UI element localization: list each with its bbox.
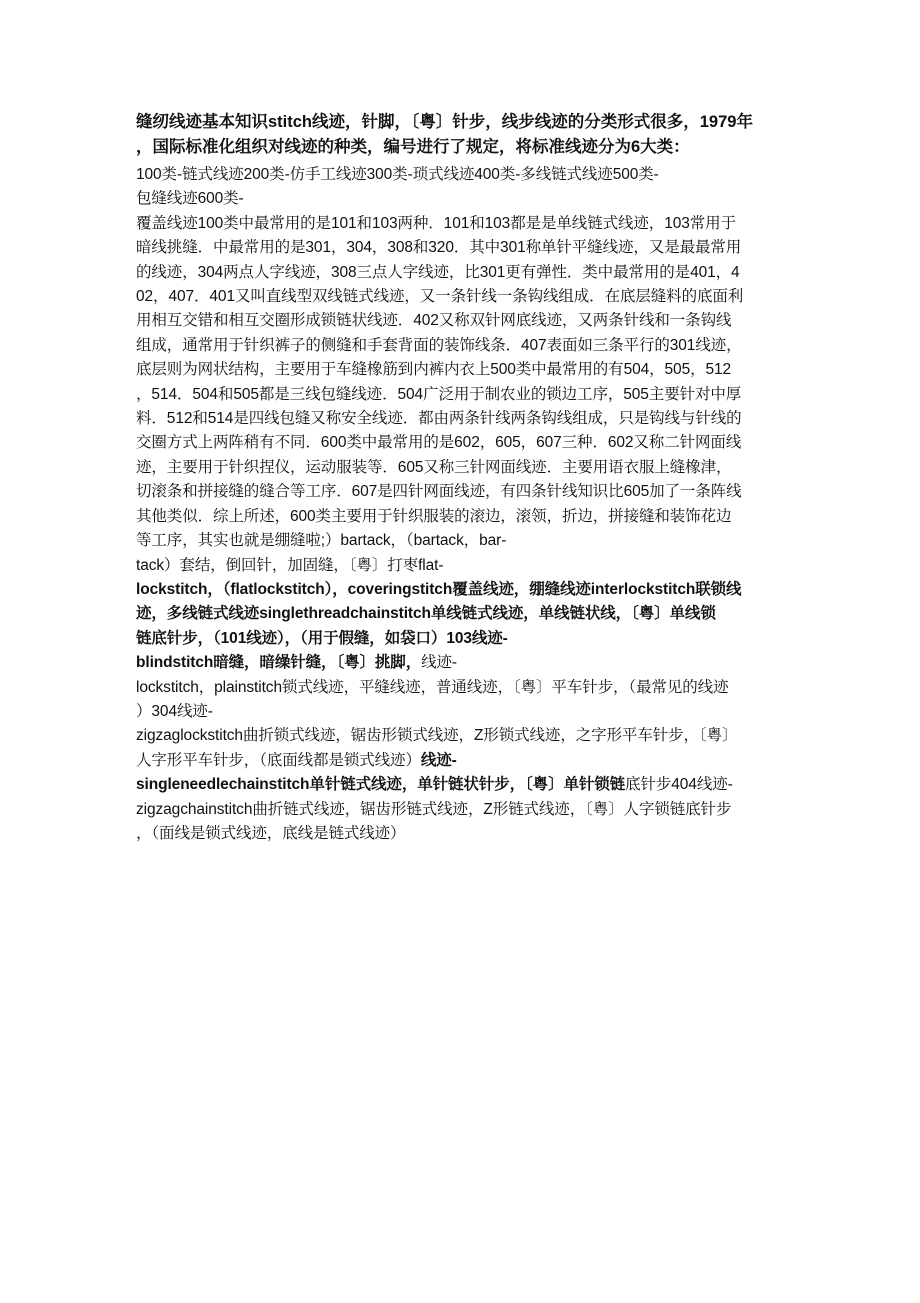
- body-line: 交圈方式上两阵稍有不同．600类中最常用的是602，605，607三种．602又称二针网面线: [136, 434, 742, 452]
- body-line: 包缝线迹600类-: [136, 190, 244, 208]
- body-line: 底层则为网状结构，主要用于车缝橡筋到内裤内衣上500类中最常用的有504，505，512: [136, 361, 732, 379]
- glossary-text: 人字形平车针步，（底面线都是锁式线迹）: [136, 751, 421, 769]
- glossary-line-mixed: [136, 651, 786, 675]
- body-line: 的线迹，304两点人字线迹，308三点人字线迹，比301更有弹性．类中最常用的是401，4: [136, 263, 740, 281]
- glossary-suffix: 底针步404线迹-: [625, 776, 733, 794]
- glossary-line: ）304线迹-: [136, 702, 213, 720]
- glossary-term: singleneedlechainstitch单针链式线迹，单针链状针步，〔粤〕单针锁链: [136, 776, 626, 794]
- glossary-line-mixed: [136, 773, 786, 797]
- glossary-line-mixed: [136, 749, 786, 773]
- glossary-line: 迹，多线链式线迹singlethreadchainstitch单线链式线迹，单线链状线，〔粤〕单线锁: [136, 605, 716, 623]
- intro-line: 缝纫线迹基本知识stitch线迹，针脚，〔粤〕针步，线步线迹的分类形式很多，1979年: [136, 113, 753, 131]
- body-line: 100类-链式线迹200类-仿手工线迹300类-琐式线迹400类-多线链式线迹500类-: [136, 166, 659, 183]
- document-page: [136, 110, 786, 846]
- glossary-line: lockstitch，（flatlockstitch），coveringstitch覆盖线迹，绷缝线迹interlockstitch联锁线: [136, 580, 742, 598]
- body-line: 迹，主要用于针织捏仪，运动服装等．605又称三针网面线迹．主要用语衣服上缝橡津，: [136, 458, 732, 476]
- body-line: 02，407．401又叫直线型双线链式线迹，又一条针线一条钩线组成．在底层缝料的底面利: [136, 288, 744, 306]
- body-line: ，514．504和505都是三线包缝线迹．504广泛用于制农业的锁边工序，505主要针对中厚: [136, 385, 742, 403]
- body-line: tack）套结，倒回针，加固缝，〔粤〕打枣flat-: [136, 556, 444, 574]
- glossary-line: zigzagchainstitch曲折链式线迹，锯齿形链式线迹，Z形链式线迹，〔粤〕人字锁链底针步: [136, 800, 732, 818]
- glossary-line: lockstitch，plainstitch锁式线迹，平缝线迹，普通线迹，〔粤〕平车针步，（最常见的线迹: [136, 678, 729, 696]
- glossary-term: blindstitch暗缝，暗缲针缝，〔粤〕挑脚，: [136, 654, 422, 672]
- body-line: 覆盖线迹100类中最常用的是101和103两种．101和103都是是单线链式线迹，103常用于: [136, 214, 736, 232]
- glossary-suffix: 线迹-: [421, 654, 457, 672]
- body-line: 切滚条和拼接缝的缝合等工序．607是四针网面线迹，有四条针线知识比605加了一条阵线: [136, 483, 742, 501]
- body-line: 料．512和514是四线包缝又称安全线迹．都由两条针线两条钩线组成，只是钩线与针线的: [136, 410, 742, 428]
- body-paragraph: [136, 163, 786, 846]
- glossary-term: 线迹-: [420, 751, 457, 769]
- body-line: 暗线挑缝．中最常用的是301，304，308和320．其中301称单针平缝线迹，又是最最常用: [136, 239, 742, 257]
- glossary-line: 链底针步，（101线迹），（用于假缝，如袋口）103线迹-: [136, 629, 508, 647]
- body-line: 组成，通常用于针织裤子的侧缝和手套背面的装饰线条．407表面如三条平行的301线迹，: [136, 336, 742, 354]
- intro-paragraph: [136, 110, 786, 160]
- body-line: 用相互交错和相互交圈形成锁链状线迹．402又称双针网底线迹，又两条针线和一条钩线: [136, 312, 732, 330]
- intro-line: ，国际标准化组织对线迹的种类，编号进行了规定，将标准线迹分为6大类：: [136, 138, 690, 156]
- glossary-line: ，（面线是锁式线迹，底线是链式线迹）: [136, 824, 406, 842]
- body-line: 其他类似．综上所述，600类主要用于针织服装的滚边，滚领，折边，拼接缝和装饰花边: [136, 507, 732, 525]
- glossary-line: zigzaglockstitch曲折锁式线迹，锯齿形锁式线迹，Z形锁式线迹，之字形平车针步，〔粤〕: [136, 727, 738, 745]
- body-line: 等工序，其实也就是绷缝啦;）bartack，（bartack，bar-: [136, 532, 507, 550]
